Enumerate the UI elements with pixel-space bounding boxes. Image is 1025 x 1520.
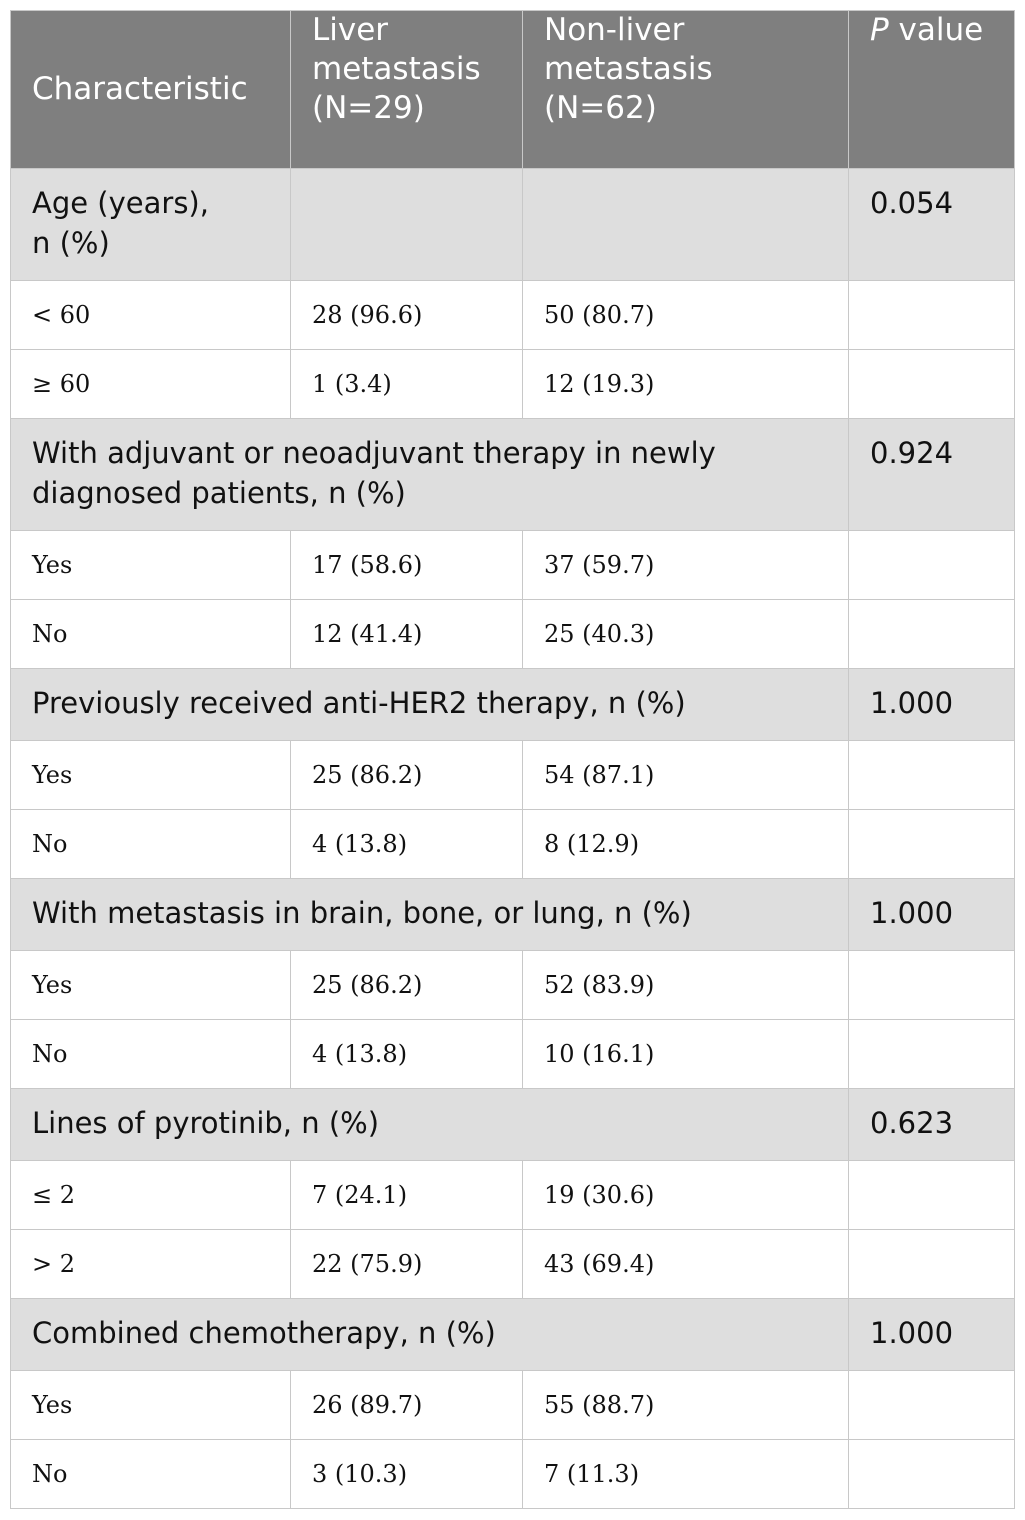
cell-liver: 12 (41.4) xyxy=(291,600,523,669)
cell-liver: 25 (86.2) xyxy=(291,741,523,810)
cell-label: No xyxy=(11,600,291,669)
group-label-line: n (%) xyxy=(32,226,110,260)
empty-cell xyxy=(849,1161,1015,1230)
cell-label: ≥ 60 xyxy=(11,350,291,419)
empty-cell xyxy=(849,1371,1015,1440)
header-characteristic-text: Characteristic xyxy=(32,71,248,107)
cell-label: Yes xyxy=(11,1371,291,1440)
group-label-line: With adjuvant or neoadjuvant therapy in newly xyxy=(32,436,716,470)
group-row xyxy=(11,1089,1015,1161)
group-label-line: With metastasis in brain, bone, or lung, n (%) xyxy=(32,896,692,930)
group-label xyxy=(11,1089,849,1161)
header-non-liver-metastasis xyxy=(523,11,849,169)
header-liver-metastasis xyxy=(291,11,523,169)
cell-nonliver: 19 (30.6) xyxy=(523,1161,849,1230)
p-value: 1.000 xyxy=(849,1299,1015,1371)
group-label-line: Lines of pyrotinib, n (%) xyxy=(32,1106,380,1140)
cell-liver: 7 (24.1) xyxy=(291,1161,523,1230)
header-line: (N=62) xyxy=(544,90,657,126)
group-row xyxy=(11,1299,1015,1371)
cell-liver: 28 (96.6) xyxy=(291,281,523,350)
header-line: metastasis xyxy=(544,51,713,87)
cell-label: > 2 xyxy=(11,1230,291,1299)
table-row xyxy=(11,281,1015,350)
group-label-line: Previously received anti-HER2 therapy, n (%) xyxy=(32,686,686,720)
header-line: metastasis xyxy=(312,51,481,87)
group-label xyxy=(11,879,849,951)
empty-cell xyxy=(523,169,849,281)
empty-cell xyxy=(849,1440,1015,1509)
empty-cell xyxy=(849,350,1015,419)
cell-label: No xyxy=(11,1020,291,1089)
group-label xyxy=(11,669,849,741)
header-p-italic: P xyxy=(870,12,889,48)
table-row xyxy=(11,350,1015,419)
empty-cell xyxy=(849,281,1015,350)
cell-liver: 4 (13.8) xyxy=(291,810,523,879)
table-row xyxy=(11,600,1015,669)
cell-nonliver: 52 (83.9) xyxy=(523,951,849,1020)
group-label xyxy=(11,169,291,281)
cell-label: ≤ 2 xyxy=(11,1161,291,1230)
cell-liver: 17 (58.6) xyxy=(291,531,523,600)
cell-liver: 25 (86.2) xyxy=(291,951,523,1020)
cell-liver: 26 (89.7) xyxy=(291,1371,523,1440)
header-characteristic xyxy=(11,11,291,169)
cell-nonliver: 50 (80.7) xyxy=(523,281,849,350)
empty-cell xyxy=(849,951,1015,1020)
empty-cell xyxy=(849,531,1015,600)
group-label-line: Age (years), xyxy=(32,186,209,220)
cell-nonliver: 12 (19.3) xyxy=(523,350,849,419)
header-line: (N=29) xyxy=(312,90,425,126)
p-value: 0.054 xyxy=(849,169,1015,281)
cell-label: Yes xyxy=(11,531,291,600)
group-label-line: Combined chemotherapy, n (%) xyxy=(32,1316,496,1350)
cell-liver: 4 (13.8) xyxy=(291,1020,523,1089)
group-row xyxy=(11,419,1015,531)
empty-cell xyxy=(849,600,1015,669)
cell-nonliver: 10 (16.1) xyxy=(523,1020,849,1089)
cell-nonliver: 37 (59.7) xyxy=(523,531,849,600)
p-value: 1.000 xyxy=(849,879,1015,951)
group-row xyxy=(11,879,1015,951)
cell-label: Yes xyxy=(11,951,291,1020)
table-row xyxy=(11,810,1015,879)
header-line: Non-liver xyxy=(544,12,685,48)
cell-liver: 3 (10.3) xyxy=(291,1440,523,1509)
group-label-line: diagnosed patients, n (%) xyxy=(32,476,406,510)
cell-nonliver: 54 (87.1) xyxy=(523,741,849,810)
group-label xyxy=(11,1299,849,1371)
cell-nonliver: 7 (11.3) xyxy=(523,1440,849,1509)
cell-nonliver: 25 (40.3) xyxy=(523,600,849,669)
header-p-rest: value xyxy=(888,12,984,48)
cell-label: No xyxy=(11,1440,291,1509)
cell-nonliver: 8 (12.9) xyxy=(523,810,849,879)
cell-liver: 1 (3.4) xyxy=(291,350,523,419)
empty-cell xyxy=(291,169,523,281)
header-row xyxy=(11,11,1015,169)
table-row xyxy=(11,531,1015,600)
header-p-value xyxy=(849,11,1015,169)
group-label xyxy=(11,419,849,531)
table-row xyxy=(11,1230,1015,1299)
table-body xyxy=(11,169,1015,1509)
table-row xyxy=(11,1020,1015,1089)
table-header xyxy=(11,11,1015,169)
p-value: 0.623 xyxy=(849,1089,1015,1161)
cell-nonliver: 43 (69.4) xyxy=(523,1230,849,1299)
p-value: 1.000 xyxy=(849,669,1015,741)
empty-cell xyxy=(849,1020,1015,1089)
group-row xyxy=(11,169,1015,281)
table-row xyxy=(11,741,1015,810)
cell-label: Yes xyxy=(11,741,291,810)
cell-label: No xyxy=(11,810,291,879)
cell-nonliver: 55 (88.7) xyxy=(523,1371,849,1440)
table-row xyxy=(11,1161,1015,1230)
table-row xyxy=(11,1371,1015,1440)
empty-cell xyxy=(849,741,1015,810)
cell-label: < 60 xyxy=(11,281,291,350)
empty-cell xyxy=(849,810,1015,879)
empty-cell xyxy=(849,1230,1015,1299)
group-row xyxy=(11,669,1015,741)
table-row xyxy=(11,1440,1015,1509)
table-row xyxy=(11,951,1015,1020)
p-value: 0.924 xyxy=(849,419,1015,531)
cell-liver: 22 (75.9) xyxy=(291,1230,523,1299)
header-line: Liver xyxy=(312,12,389,48)
characteristics-table xyxy=(10,10,1015,1509)
